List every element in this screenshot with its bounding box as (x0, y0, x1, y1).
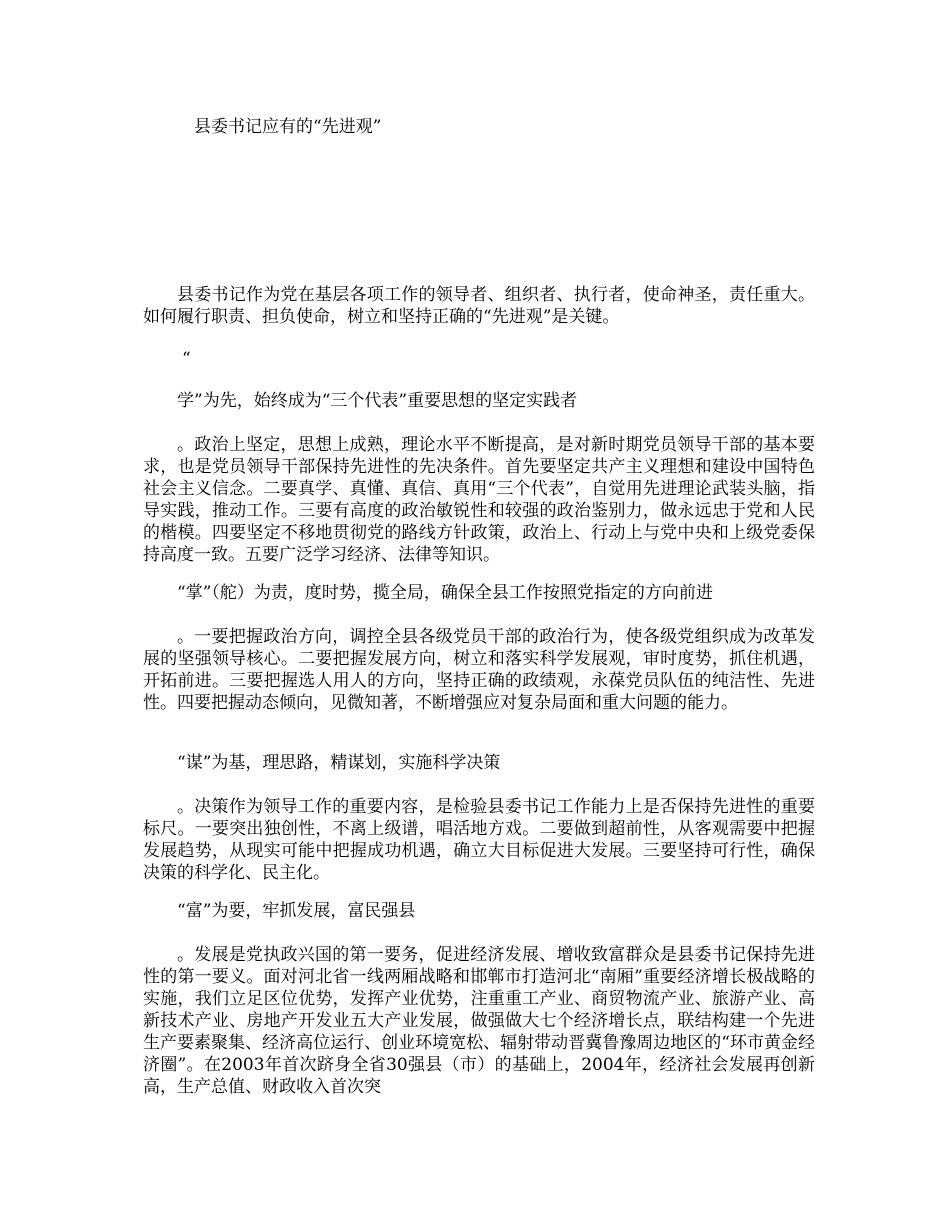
opening-quote-mark: “ (182, 349, 191, 369)
section-body-steer: 。一要把握政治方向，调控全县各级党员干部的政治行为，使各级党组织成为改革发展的坚强领导核心。二要把握发展方向，树立和落实科学发展观，审时度势，抓住机遇，开拓前进。三要把握选人用人的方向，坚持正确的政绩观，永葆党员队伍的纯洁性、先进性。四要把握动态倾向，见微知著，不断增强应对复杂局面和重大问题的能力。 (143, 627, 815, 713)
section-heading-steer: “掌”（舵）为责，度时势，揽全局，确保全县工作按照党指定的方向前进 (177, 583, 713, 603)
section-heading-plan: “谋”为基，理思路，精谋划，实施科学决策 (177, 753, 501, 773)
section-body-prosperity: 。发展是党执政兴国的第一要务，促进经济发展、增收致富群众是县委书记保持先进性的第一要义。面对河北省一线两厢战略和邯郸市打造河北“南厢”重要经济增长极战略的实施，我们立足区位优势，发挥产业优势，注重重工产业、商贸物流产业、旅游产业、高新技术产业、房地产开发业五大产业发展，做强做大七个经济增长点，联结构建一个先进生产要素聚集、经济高位运行、创业环境宽松、辐射带动晋冀鲁豫周边地区的“环市黄金经济圈”。在2003年首次跻身全省30强县（市）的基础上，2004年，经济社会发展再创新高，生产总值、财政收入首次突 (143, 945, 815, 1097)
section-heading-prosperity: “富”为要，牢抓发展，富民强县 (177, 901, 416, 921)
section-heading-study: 学”为先，始终成为“三个代表”重要思想的坚定实践者 (177, 391, 578, 411)
section-body-study: 。政治上坚定，思想上成熟，理论水平不断提高，是对新时期党员领导干部的基本要求，也是党员领导干部保持先进性的先决条件。首先要坚定共产主义理想和建设中国特色社会主义信念。二要真学、真懂、真信、真用“三个代表”，自觉用先进理论武装头脑，指导实践，推动工作。三要有高度的政治敏锐性和较强的政治鉴别力，做永远忠于党和人民的楷模。四要坚定不移地贯彻党的路线方针政策，政治上、行动上与党中央和上级党委保持高度一致。五要广泛学习经济、法律等知识。 (143, 435, 815, 565)
document-title: 县委书记应有的“先进观” (194, 117, 382, 137)
intro-paragraph: 县委书记作为党在基层各项工作的领导者、组织者、执行者，使命神圣，责任重大。如何履行职责、担负使命，树立和坚持正确的“先进观”是关键。 (143, 285, 815, 327)
section-body-plan: 。决策作为领导工作的重要内容，是检验县委书记工作能力上是否保持先进性的重要标尺。一要突出独创性，不离上级谱，唱活地方戏。二要做到超前性，从客观需要中把握发展趋势，从现实可能中把握成功机遇，确立大目标促进大发展。三要坚持可行性，确保决策的科学化、民主化。 (143, 797, 815, 883)
